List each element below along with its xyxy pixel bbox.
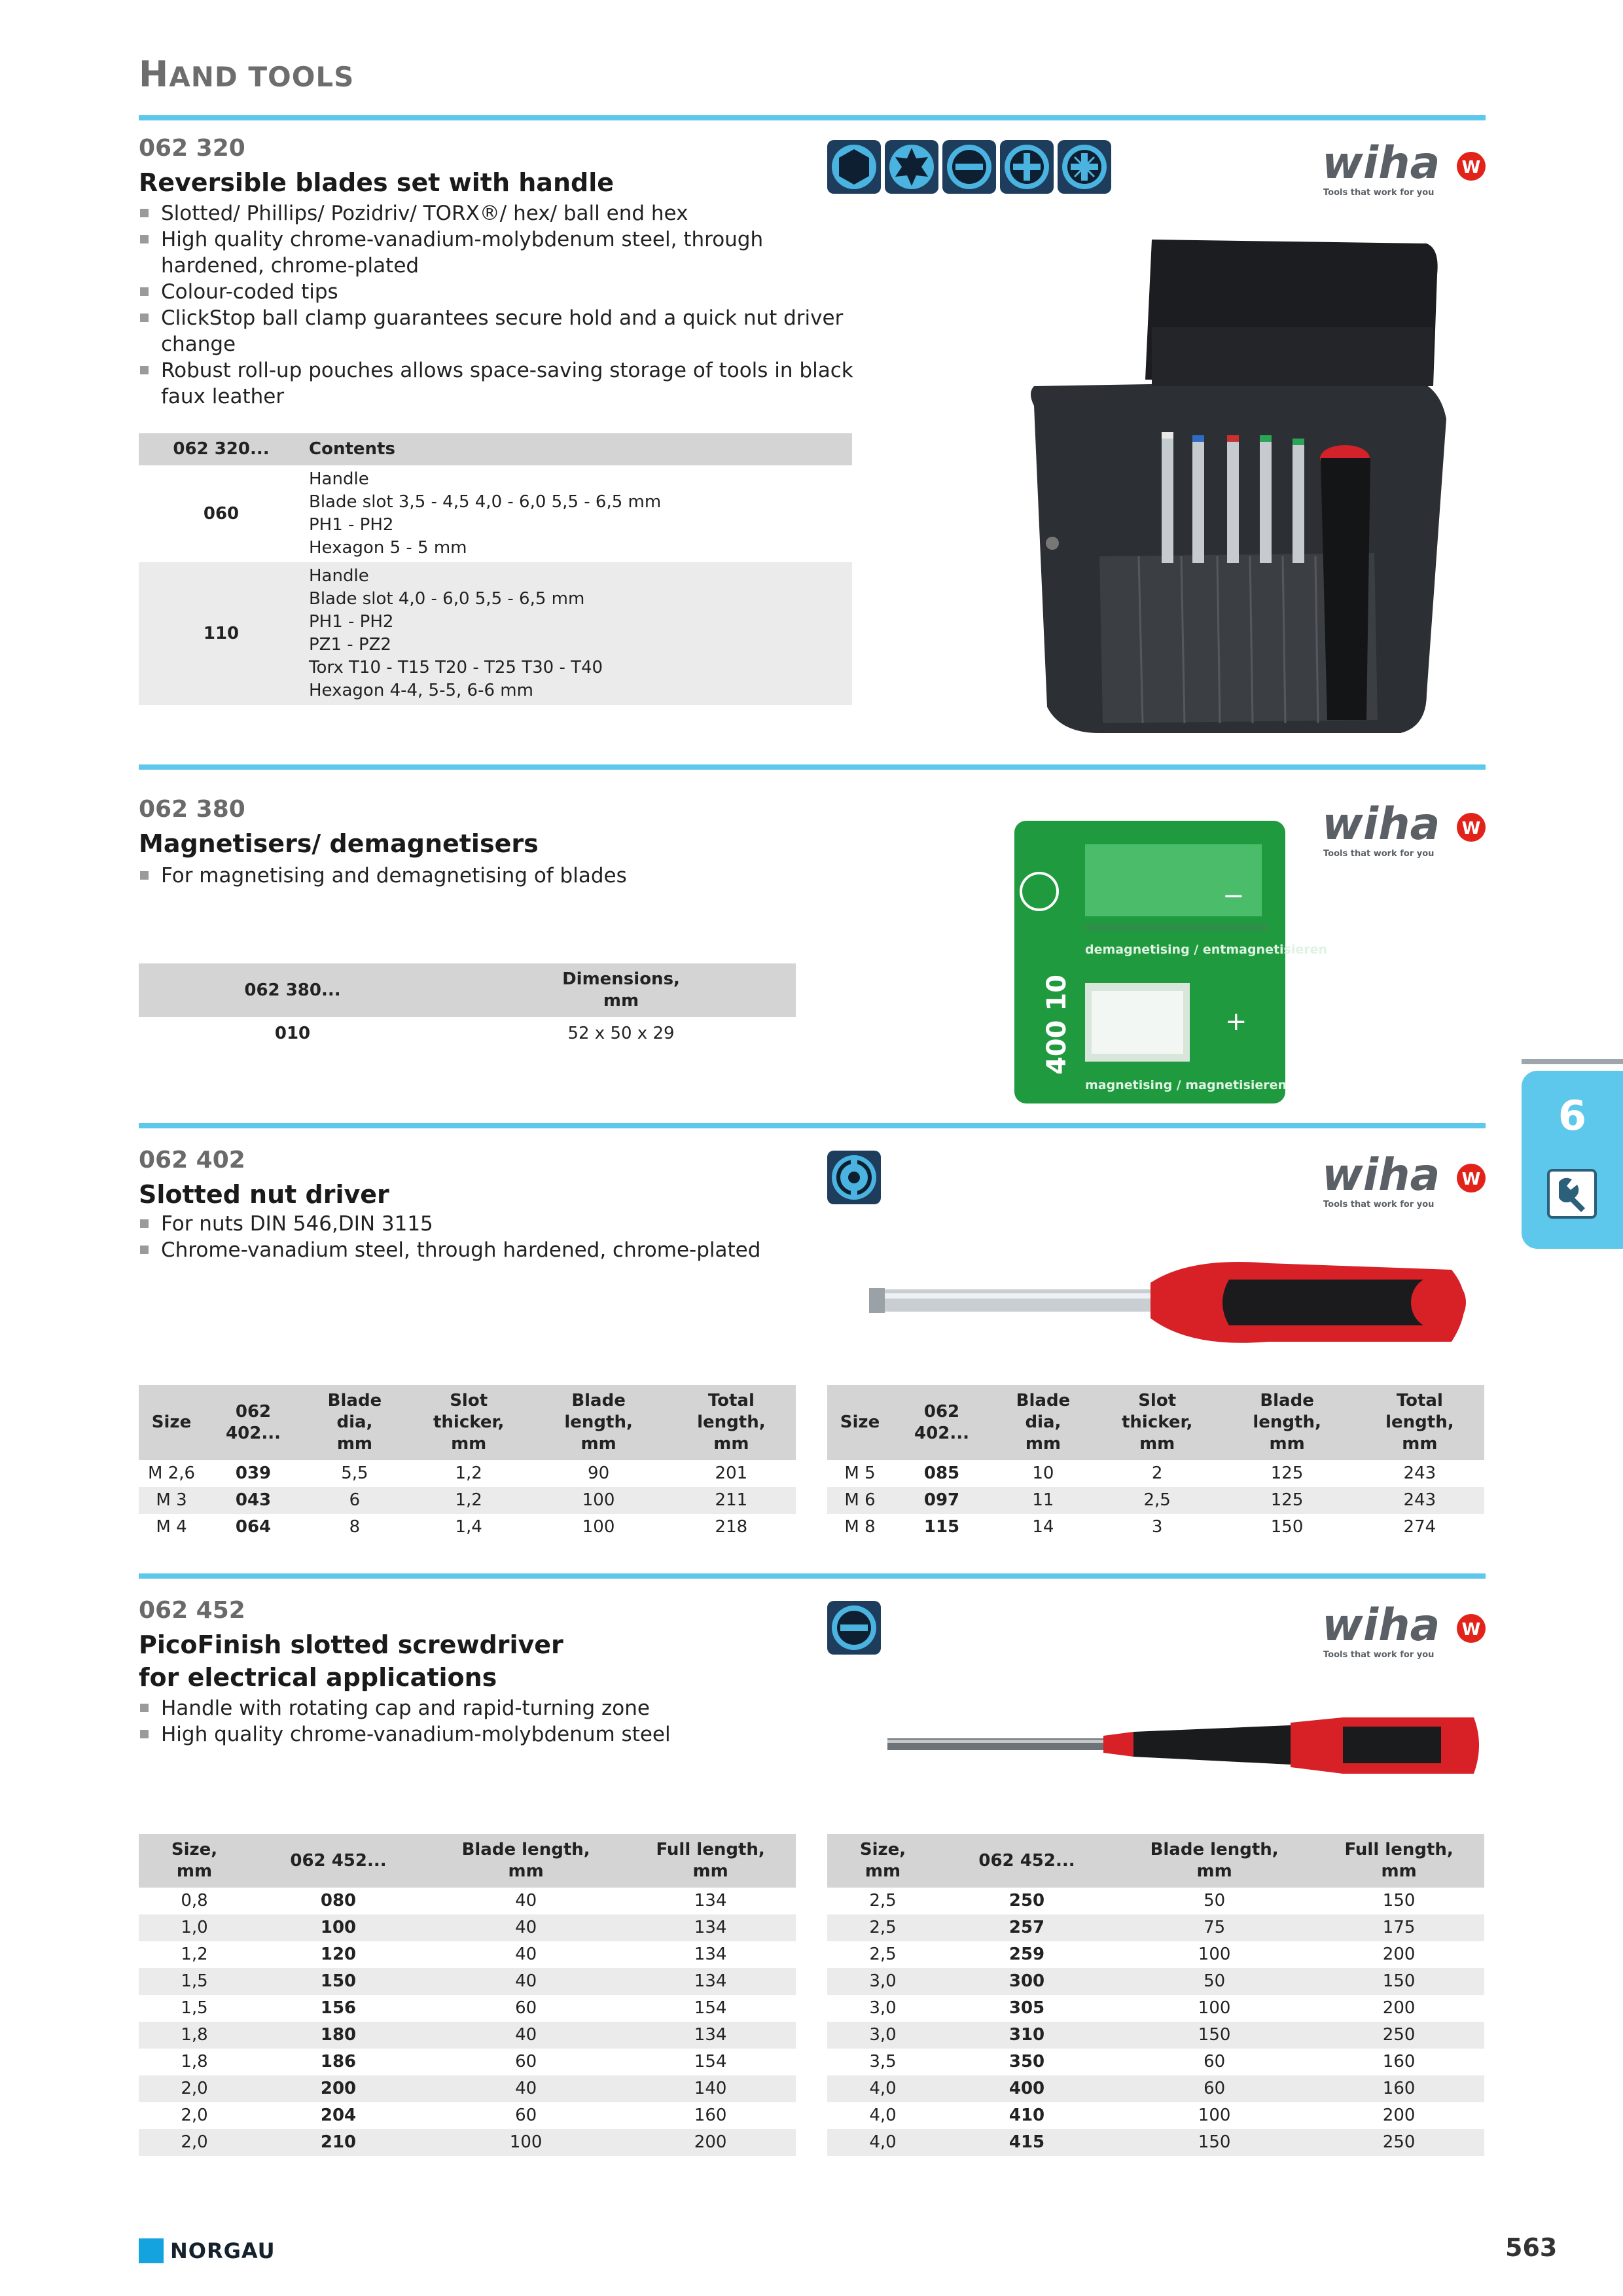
product-image-nut-driver bbox=[863, 1244, 1478, 1361]
table-cell: 200 bbox=[1382, 1945, 1416, 1964]
feature-list bbox=[139, 1211, 859, 1263]
article-code: 400 bbox=[938, 2075, 1115, 2102]
contents-cell bbox=[304, 465, 852, 562]
wiha-tagline: Tools that work for you bbox=[1323, 849, 1435, 859]
product-title: Reversible blades set with handle bbox=[139, 168, 614, 197]
table-cell: 274 bbox=[1403, 1517, 1436, 1537]
table-cell: 154 bbox=[694, 1998, 727, 2018]
table-row bbox=[827, 2102, 1484, 2129]
feature-item: ClickStop ball clamp guarantees secure hold and a quick nut driver change bbox=[139, 305, 859, 357]
article-code: 156 bbox=[320, 1998, 357, 2018]
wiha-logo bbox=[1322, 798, 1492, 860]
table-cell: 50 bbox=[1115, 1968, 1313, 1995]
column-header: Full length, mm bbox=[1313, 1834, 1484, 1888]
wiha-logo bbox=[1322, 1149, 1492, 1211]
article-code: 259 bbox=[1008, 1945, 1045, 1964]
table-cell: 100 bbox=[1198, 1945, 1231, 1964]
article-code: 250 bbox=[1008, 1891, 1045, 1910]
wiha-tagline: Tools that work for you bbox=[1323, 1200, 1435, 1210]
table-cell: 134 bbox=[694, 1891, 727, 1910]
table-cell: 1,5 bbox=[139, 1968, 250, 1995]
article-code: 257 bbox=[938, 1914, 1115, 1941]
wiha-logo-text: wiha bbox=[1322, 798, 1440, 850]
article-code: 115 bbox=[923, 1517, 960, 1537]
table-cell: 218 bbox=[715, 1517, 748, 1537]
table-cell: 3,0 bbox=[869, 1998, 897, 2018]
table-cell: 4,0 bbox=[869, 2106, 897, 2125]
contents-line: PH1 - PH2 bbox=[309, 612, 394, 632]
nut-driver-table-right bbox=[827, 1385, 1484, 1541]
table-cell: 90 bbox=[588, 1463, 610, 1483]
table-cell: 60 bbox=[515, 2106, 537, 2125]
page-number: 563 bbox=[1505, 2233, 1558, 2262]
table-row bbox=[139, 1968, 796, 1995]
article-code: 064 bbox=[235, 1517, 272, 1537]
table-cell: 40 bbox=[427, 2075, 625, 2102]
contents-line: Hexagon 5 - 5 mm bbox=[309, 538, 467, 558]
table-cell: 1,2 bbox=[407, 1487, 531, 1514]
table-cell: 1,2 bbox=[181, 1945, 208, 1964]
article-code: 186 bbox=[320, 2052, 357, 2072]
table-row bbox=[827, 1995, 1484, 2022]
table-cell: 2,5 bbox=[827, 1914, 938, 1941]
plus-sign: + bbox=[1225, 1007, 1247, 1037]
table-cell: M 4 bbox=[156, 1517, 187, 1537]
table-cell: 150 bbox=[1313, 1968, 1484, 1995]
article-code: 300 bbox=[938, 1968, 1115, 1995]
article-code: 310 bbox=[938, 2022, 1115, 2049]
table-cell: 2,0 bbox=[139, 2075, 250, 2102]
table-cell: 60 bbox=[515, 1998, 537, 2018]
table-cell: 0,8 bbox=[181, 1891, 208, 1910]
table-cell: 60 bbox=[515, 2052, 537, 2072]
table-cell: 1,4 bbox=[455, 1517, 482, 1537]
column-header: Total length, mm bbox=[667, 1385, 796, 1460]
table-cell: 175 bbox=[1313, 1914, 1484, 1941]
table-row bbox=[827, 1941, 1484, 1968]
wiha-tagline: Tools that work for you bbox=[1323, 1650, 1435, 1660]
article-code: 204 bbox=[320, 2106, 357, 2125]
table-cell: 100 bbox=[1198, 1998, 1231, 2018]
table-cell: 125 bbox=[1219, 1487, 1355, 1514]
column-header: 062 452... bbox=[250, 1834, 427, 1888]
article-number: 062 402 bbox=[139, 1147, 245, 1174]
column-header: 062 402... bbox=[893, 1385, 991, 1460]
slotted-nut-icon bbox=[826, 1149, 882, 1206]
table-cell: 2,5 bbox=[1096, 1487, 1219, 1514]
table-cell: 14 bbox=[1032, 1517, 1054, 1537]
side-tab-divider bbox=[1522, 1059, 1623, 1064]
table-cell: 243 bbox=[1355, 1487, 1484, 1514]
section-rule bbox=[139, 1123, 1486, 1128]
feature-item: Chrome-vanadium steel, through hardened, chrome-plated bbox=[139, 1237, 859, 1263]
feature-item: For magnetising and demagnetising of blades bbox=[139, 863, 859, 889]
contents-cell bbox=[304, 562, 852, 705]
table-row bbox=[139, 2022, 796, 2049]
column-header: Slot thicker, mm bbox=[1096, 1385, 1219, 1460]
table-cell: 2,0 bbox=[181, 2106, 208, 2125]
table-cell: 154 bbox=[694, 2052, 727, 2072]
table-cell: 40 bbox=[515, 1891, 537, 1910]
wiha-logo bbox=[1322, 137, 1492, 199]
mag-label: magnetising / magnetisieren bbox=[1085, 1078, 1287, 1092]
torx-icon bbox=[885, 140, 938, 194]
table-cell: 150 bbox=[1115, 2022, 1313, 2049]
table-row bbox=[139, 2129, 796, 2156]
table-row bbox=[827, 1888, 1484, 1914]
table-cell: 1,8 bbox=[139, 2022, 250, 2049]
table-cell: 134 bbox=[625, 1914, 796, 1941]
table-cell: 134 bbox=[625, 2022, 796, 2049]
feature-item: High quality chrome-vanadium-molybdenum steel bbox=[139, 1721, 859, 1748]
demag-label: demagnetising / entmagnetisieren bbox=[1085, 942, 1328, 957]
column-header: Blade dia, mm bbox=[991, 1385, 1096, 1460]
wrench-icon bbox=[1547, 1169, 1597, 1219]
footer-brand: NORGAU bbox=[170, 2238, 276, 2263]
table-row bbox=[139, 2102, 796, 2129]
feature-item: Robust roll-up pouches allows space-saving storage of tools in black faux leather bbox=[139, 357, 859, 410]
column-header: 062 402... bbox=[204, 1385, 302, 1460]
column-header: Blade length, mm bbox=[1219, 1385, 1355, 1460]
product-title: Slotted nut driver bbox=[139, 1180, 389, 1209]
table-cell: 150 bbox=[1115, 2129, 1313, 2156]
contents-line: Torx T10 - T15 T20 - T25 T30 - T40 bbox=[309, 658, 603, 677]
table-cell: 60 bbox=[1204, 2052, 1226, 2072]
norgau-logo-mark bbox=[139, 2238, 164, 2263]
table-row bbox=[827, 1914, 1484, 1941]
column-header: Total length, mm bbox=[1355, 1385, 1484, 1460]
table-cell: 243 bbox=[1403, 1463, 1436, 1483]
article-code: 110 bbox=[139, 562, 304, 705]
table-cell: 5,5 bbox=[341, 1463, 368, 1483]
table-cell: 3 bbox=[1151, 1517, 1163, 1537]
table-cell: 6 bbox=[302, 1487, 407, 1514]
table-cell: 40 bbox=[427, 1914, 625, 1941]
tip-icons bbox=[826, 139, 1115, 195]
article-code: 085 bbox=[923, 1463, 960, 1483]
table-row bbox=[139, 1995, 796, 2022]
article-code: 120 bbox=[320, 1945, 357, 1964]
column-header: Blade length, mm bbox=[530, 1385, 666, 1460]
table-cell: 200 bbox=[1382, 2106, 1416, 2125]
table-cell: 1,2 bbox=[455, 1463, 482, 1483]
column-header: Blade length, mm bbox=[1115, 1834, 1313, 1888]
contents-line: Handle bbox=[309, 566, 369, 586]
svg-text:W: W bbox=[1461, 158, 1481, 177]
article-code: 415 bbox=[938, 2129, 1115, 2156]
table-cell: 100 bbox=[582, 1517, 615, 1537]
slotted-icon bbox=[826, 1600, 882, 1656]
column-header: 062 380... bbox=[139, 963, 446, 1017]
table-cell: 100 bbox=[427, 2129, 625, 2156]
article-code: 150 bbox=[250, 1968, 427, 1995]
table-cell: 2,5 bbox=[869, 1891, 897, 1910]
contents-line: PZ1 - PZ2 bbox=[309, 635, 391, 655]
product-image-picofinish bbox=[885, 1710, 1484, 1782]
dimensions-value: 52 x 50 x 29 bbox=[567, 1024, 675, 1043]
table-row bbox=[827, 1968, 1484, 1995]
table-cell: 60 bbox=[1115, 2075, 1313, 2102]
table-cell: 211 bbox=[667, 1487, 796, 1514]
table-row bbox=[827, 2075, 1484, 2102]
contents-line: Hexagon 4-4, 5-5, 6-6 mm bbox=[309, 681, 533, 700]
table-cell: 200 bbox=[1382, 1998, 1416, 2018]
section-rule bbox=[139, 764, 1486, 770]
table-cell: 140 bbox=[625, 2075, 796, 2102]
feature-list bbox=[139, 1695, 859, 1748]
column-header: Full length, mm bbox=[625, 1834, 796, 1888]
column-header: Dimensions, mm bbox=[446, 963, 796, 1017]
table-cell: M 6 bbox=[827, 1487, 893, 1514]
table-cell: 150 bbox=[1382, 1891, 1416, 1910]
model-number: 400 10 bbox=[1042, 974, 1072, 1075]
column-header: Blade dia, mm bbox=[302, 1385, 407, 1460]
picofinish-table-left bbox=[139, 1834, 796, 2156]
table-cell: 4,0 bbox=[827, 2075, 938, 2102]
table-cell: 75 bbox=[1115, 1914, 1313, 1941]
table-cell: 160 bbox=[1382, 2052, 1416, 2072]
column-header: Slot thicker, mm bbox=[407, 1385, 531, 1460]
column-header: Blade length, mm bbox=[427, 1834, 625, 1888]
table-cell: 100 bbox=[1198, 2106, 1231, 2125]
column-header: 062 452... bbox=[938, 1834, 1115, 1888]
product-image-pouch bbox=[1021, 236, 1453, 753]
column-header: Size, mm bbox=[827, 1834, 938, 1888]
table-cell: 150 bbox=[1270, 1517, 1304, 1537]
section-rule bbox=[139, 1573, 1486, 1579]
article-number: 062 452 bbox=[139, 1597, 245, 1624]
table-cell: 1,8 bbox=[181, 2052, 208, 2072]
hex-icon bbox=[827, 140, 881, 194]
product-title: Magnetisers/ demagnetisers bbox=[139, 829, 539, 858]
table-cell: 100 bbox=[530, 1487, 666, 1514]
nut-driver-table-left bbox=[139, 1385, 796, 1541]
table-cell: 2,5 bbox=[869, 1945, 897, 1964]
table-cell: M 3 bbox=[139, 1487, 204, 1514]
phillips-icon bbox=[1000, 140, 1054, 194]
table-row bbox=[139, 2049, 796, 2075]
article-code: 043 bbox=[204, 1487, 302, 1514]
table-row bbox=[827, 2022, 1484, 2049]
table-row bbox=[827, 2129, 1484, 2156]
article-code: 097 bbox=[893, 1487, 991, 1514]
article-code: 350 bbox=[1008, 2052, 1045, 2072]
feature-item: High quality chrome-vanadium-molybdenum steel, through hardened, chrome-plated bbox=[139, 226, 859, 279]
picofinish-table-right bbox=[827, 1834, 1484, 2156]
table-row bbox=[139, 1888, 796, 1914]
table-cell: 201 bbox=[715, 1463, 748, 1483]
feature-item: Colour-coded tips bbox=[139, 279, 859, 305]
column-header: Size, mm bbox=[139, 1834, 250, 1888]
header-rule bbox=[139, 115, 1486, 120]
table-cell: 10 bbox=[1032, 1463, 1054, 1483]
table-cell: 1,0 bbox=[139, 1914, 250, 1941]
table-cell: 40 bbox=[515, 1945, 537, 1964]
pozidriv-icon bbox=[1058, 140, 1111, 194]
table-cell: 2 bbox=[1151, 1463, 1163, 1483]
contents-line: PH1 - PH2 bbox=[309, 515, 394, 535]
article-code: 010 bbox=[274, 1024, 311, 1043]
wiha-tagline: Tools that work for you bbox=[1323, 188, 1435, 198]
svg-text:W: W bbox=[1461, 1170, 1481, 1189]
feature-list bbox=[139, 200, 859, 410]
wiha-logo-text: wiha bbox=[1322, 1149, 1440, 1201]
wiha-logo bbox=[1322, 1602, 1492, 1661]
table-row bbox=[139, 2075, 796, 2102]
article-code: 100 bbox=[250, 1914, 427, 1941]
contents-line: Blade slot 3,5 - 4,5 4,0 - 6,0 5,5 - 6,5 mm bbox=[309, 492, 662, 512]
article-code: 410 bbox=[1008, 2106, 1045, 2125]
table-cell: 40 bbox=[427, 1968, 625, 1995]
table-cell: 134 bbox=[694, 1945, 727, 1964]
table-cell: 50 bbox=[1204, 1891, 1226, 1910]
article-code: 210 bbox=[250, 2129, 427, 2156]
product-title: PicoFinish slotted screwdriver for electrical applications bbox=[139, 1630, 563, 1692]
article-code: 080 bbox=[320, 1891, 357, 1910]
column-header: Size bbox=[827, 1385, 893, 1460]
table-row bbox=[139, 1941, 796, 1968]
table-cell: 2,0 bbox=[139, 2129, 250, 2156]
table-row bbox=[827, 2049, 1484, 2075]
page-title: HAND TOOLS bbox=[139, 54, 355, 95]
minus-sign: − bbox=[1222, 881, 1245, 911]
table-cell: 250 bbox=[1313, 2022, 1484, 2049]
slotted-icon bbox=[942, 140, 996, 194]
wiha-logo-text: wiha bbox=[1322, 1600, 1440, 1651]
table-cell: 250 bbox=[1313, 2129, 1484, 2156]
table-cell: 160 bbox=[694, 2106, 727, 2125]
table-cell: 3,5 bbox=[869, 2052, 897, 2072]
table-cell: 1,5 bbox=[181, 1998, 208, 2018]
table-cell: M 5 bbox=[844, 1463, 876, 1483]
svg-text:W: W bbox=[1461, 819, 1481, 838]
contents-table bbox=[139, 433, 852, 705]
table-cell: 200 bbox=[625, 2129, 796, 2156]
table-cell: 134 bbox=[625, 1968, 796, 1995]
table-row bbox=[139, 1914, 796, 1941]
article-number: 062 320 bbox=[139, 135, 245, 162]
article-code: 039 bbox=[235, 1463, 272, 1483]
table-cell: 3,0 bbox=[827, 1968, 938, 1995]
chapter-number: 6 bbox=[1558, 1092, 1587, 1139]
dimensions-table bbox=[139, 963, 796, 1050]
table-cell: 40 bbox=[427, 2022, 625, 2049]
svg-text:W: W bbox=[1461, 1620, 1481, 1640]
article-code: 060 bbox=[203, 503, 240, 524]
column-header: Size bbox=[139, 1385, 204, 1460]
article-number: 062 380 bbox=[139, 796, 245, 823]
feature-item: For nuts DIN 546,DIN 3115 bbox=[139, 1211, 859, 1237]
table-cell: 125 bbox=[1270, 1463, 1304, 1483]
table-cell: 4,0 bbox=[827, 2129, 938, 2156]
article-code: 180 bbox=[250, 2022, 427, 2049]
contents-line: Blade slot 4,0 - 6,0 5,5 - 6,5 mm bbox=[309, 589, 585, 609]
wiha-logo-text: wiha bbox=[1322, 137, 1440, 189]
feature-item: Slotted/ Phillips/ Pozidriv/ TORX®/ hex/ ball end hex bbox=[139, 200, 859, 226]
column-header: Contents bbox=[304, 433, 852, 465]
article-code: 200 bbox=[250, 2075, 427, 2102]
column-header: 062 320... bbox=[139, 433, 304, 465]
feature-list bbox=[139, 863, 859, 889]
table-cell: 3,0 bbox=[827, 2022, 938, 2049]
feature-item: Handle with rotating cap and rapid-turning zone bbox=[139, 1695, 859, 1721]
product-image-magnetiser bbox=[1013, 819, 1328, 1106]
article-code: 305 bbox=[1008, 1998, 1045, 2018]
table-cell: M 2,6 bbox=[147, 1463, 196, 1483]
table-cell: 160 bbox=[1313, 2075, 1484, 2102]
table-cell: 11 bbox=[991, 1487, 1096, 1514]
contents-line: Handle bbox=[309, 469, 369, 489]
table-cell: M 8 bbox=[844, 1517, 876, 1537]
table-cell: 8 bbox=[349, 1517, 361, 1537]
